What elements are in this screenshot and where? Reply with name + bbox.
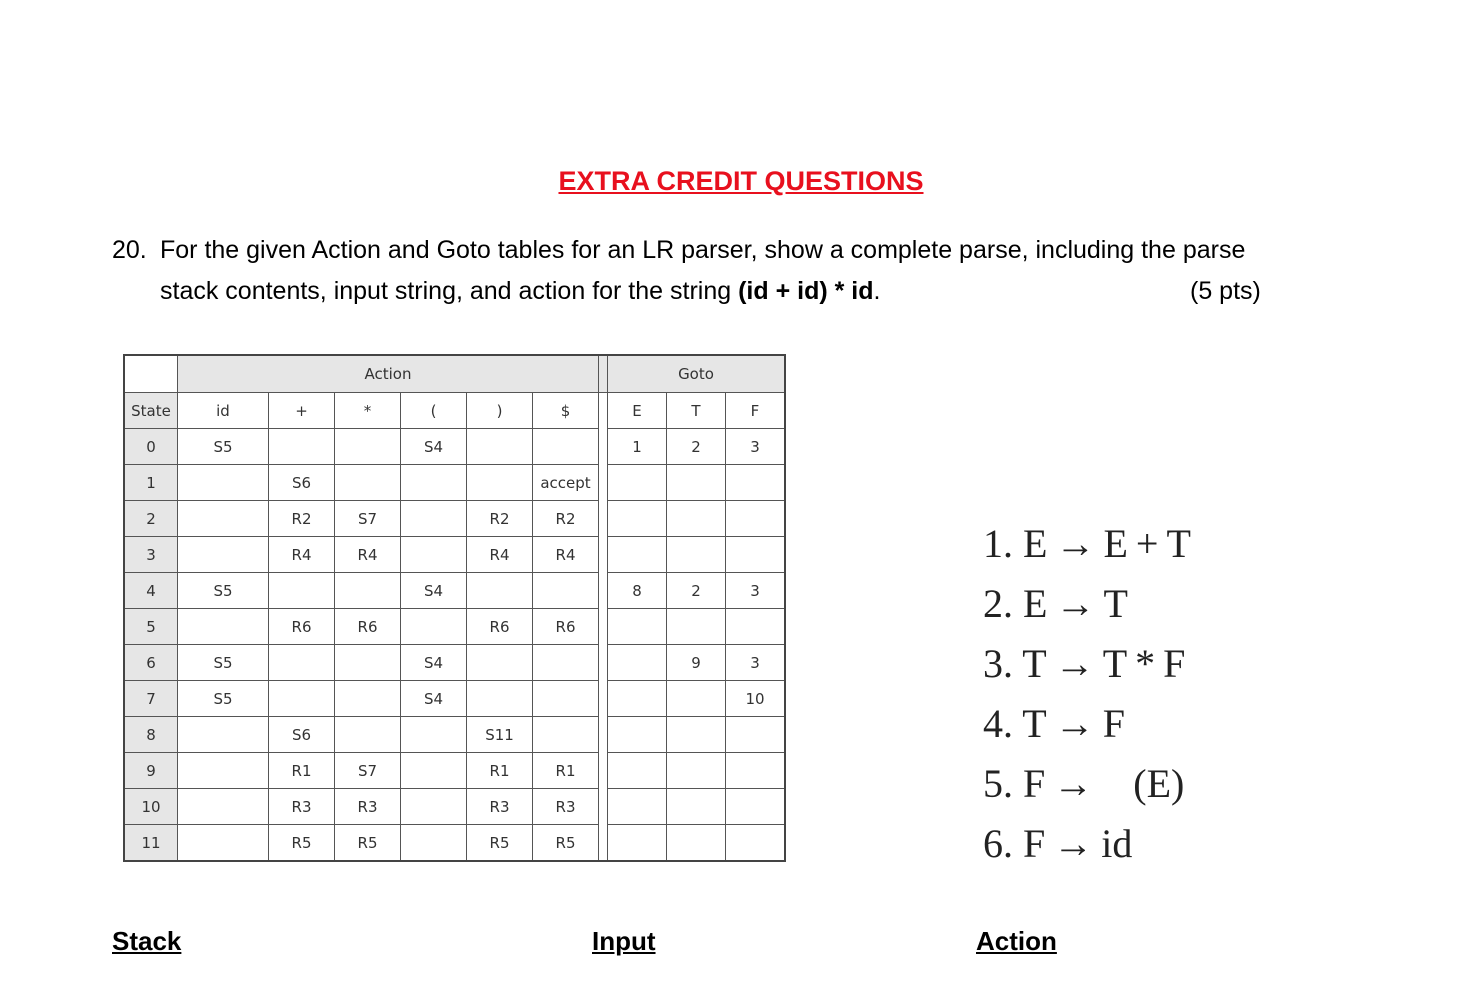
lr-parse-table [123, 354, 786, 862]
goto-cell: 9 [667, 645, 726, 681]
action-cell: R4 [467, 537, 533, 573]
state-cell: 5 [124, 609, 178, 645]
action-col-header: * [335, 393, 401, 429]
question-text-line1: For the given Action and Goto tables for an LR parser, show a complete parse, including the parse [160, 236, 1246, 264]
goto-cell [608, 465, 667, 501]
action-cell [467, 465, 533, 501]
goto-cell: 3 [726, 573, 786, 609]
state-cell: 1 [124, 465, 178, 501]
state-cell: 2 [124, 501, 178, 537]
table-row [124, 573, 785, 609]
goto-cell [608, 717, 667, 753]
action-cell: R2 [269, 501, 335, 537]
action-cell [533, 681, 599, 717]
action-cell [533, 429, 599, 465]
action-cell: S4 [401, 573, 467, 609]
question-text-line2 [160, 277, 880, 306]
state-cell: 4 [124, 573, 178, 609]
action-cell: R6 [467, 609, 533, 645]
action-cell [533, 573, 599, 609]
goto-cell [667, 681, 726, 717]
grammar-rule: 3. T → T * F [983, 641, 1186, 686]
table-row [124, 429, 785, 465]
state-cell: 10 [124, 789, 178, 825]
action-cell: R4 [335, 537, 401, 573]
goto-cell [667, 501, 726, 537]
action-cell [178, 789, 269, 825]
goto-cell [608, 501, 667, 537]
table-row [124, 681, 785, 717]
goto-cell: 2 [667, 573, 726, 609]
action-cell [178, 501, 269, 537]
action-cell [533, 645, 599, 681]
question-text-prefix: stack contents, input string, and action for the string [160, 277, 739, 305]
goto-cell: 1 [608, 429, 667, 465]
action-cell [467, 573, 533, 609]
table-row [124, 717, 785, 753]
state-header: State [124, 393, 178, 429]
table-row [124, 753, 785, 789]
stack-column-label: Stack [112, 926, 182, 956]
goto-cell [726, 465, 786, 501]
action-cell: S5 [178, 645, 269, 681]
action-cell: R3 [467, 789, 533, 825]
action-cell [269, 429, 335, 465]
grammar-rules [983, 518, 1191, 878]
action-cell: R5 [269, 825, 335, 862]
action-cell [401, 609, 467, 645]
input-column-label: Input [592, 926, 656, 956]
action-cell [401, 789, 467, 825]
action-cell [401, 825, 467, 862]
goto-cell [726, 609, 786, 645]
table-corner-blank [124, 355, 178, 393]
goto-cell [667, 609, 726, 645]
goto-col-header: E [608, 393, 667, 429]
action-cell: R5 [533, 825, 599, 862]
action-col-header: + [269, 393, 335, 429]
action-cell: R1 [269, 753, 335, 789]
goto-cell [667, 465, 726, 501]
table-row [124, 537, 785, 573]
action-cell [335, 645, 401, 681]
action-cell: S5 [178, 429, 269, 465]
action-cell: S4 [401, 429, 467, 465]
action-cell [335, 429, 401, 465]
table-row [124, 789, 785, 825]
grammar-rule: 5. F → (E) [983, 761, 1185, 806]
page-heading: EXTRA CREDIT QUESTIONS [558, 166, 924, 196]
goto-cell [608, 825, 667, 862]
action-cell [178, 465, 269, 501]
action-cell: S4 [401, 681, 467, 717]
action-cell: R1 [533, 753, 599, 789]
goto-cell [667, 537, 726, 573]
table-row [124, 465, 785, 501]
goto-cell [608, 645, 667, 681]
action-cell [401, 465, 467, 501]
action-cell [178, 717, 269, 753]
table-row [124, 501, 785, 537]
action-group-header: Action [178, 355, 599, 393]
state-cell: 3 [124, 537, 178, 573]
goto-col-header: F [726, 393, 786, 429]
state-cell: 6 [124, 645, 178, 681]
action-cell: S6 [269, 465, 335, 501]
action-cell: S6 [269, 717, 335, 753]
goto-cell: 2 [667, 429, 726, 465]
goto-cell [667, 753, 726, 789]
action-cell [269, 573, 335, 609]
goto-cell [667, 717, 726, 753]
action-cell [401, 717, 467, 753]
action-cell: S7 [335, 753, 401, 789]
goto-cell [726, 537, 786, 573]
action-cell [401, 501, 467, 537]
goto-col-header: T [667, 393, 726, 429]
action-cell: S7 [335, 501, 401, 537]
question-number: 20. [112, 236, 147, 264]
goto-group-header: Goto [608, 355, 786, 393]
action-cell [335, 717, 401, 753]
action-cell: S11 [467, 717, 533, 753]
action-cell: accept [533, 465, 599, 501]
state-cell: 11 [124, 825, 178, 862]
action-col-header: id [178, 393, 269, 429]
action-cell [269, 645, 335, 681]
action-cell [401, 753, 467, 789]
goto-cell [726, 717, 786, 753]
state-cell: 9 [124, 753, 178, 789]
action-cell: R3 [533, 789, 599, 825]
goto-cell [608, 681, 667, 717]
action-cell [335, 573, 401, 609]
action-col-header: $ [533, 393, 599, 429]
goto-cell: 10 [726, 681, 786, 717]
action-cell: S4 [401, 645, 467, 681]
action-cell: R4 [269, 537, 335, 573]
state-cell: 0 [124, 429, 178, 465]
action-cell: R3 [335, 789, 401, 825]
action-cell [178, 609, 269, 645]
table-row [124, 825, 785, 862]
table-row [124, 645, 785, 681]
action-cell: R6 [335, 609, 401, 645]
action-cell: R3 [269, 789, 335, 825]
question-text-suffix: . [873, 277, 881, 305]
action-column-label: Action [976, 926, 1057, 956]
action-col-header: ) [467, 393, 533, 429]
target-string: (id + id) * id [738, 277, 874, 305]
action-cell [178, 753, 269, 789]
goto-cell [608, 537, 667, 573]
question-points: (5 pts) [1190, 277, 1261, 305]
goto-cell [667, 825, 726, 862]
action-cell [467, 645, 533, 681]
goto-cell: 3 [726, 645, 786, 681]
action-cell: S5 [178, 573, 269, 609]
goto-cell [726, 753, 786, 789]
state-cell: 7 [124, 681, 178, 717]
action-cell: R1 [467, 753, 533, 789]
goto-cell [608, 753, 667, 789]
action-cell: R5 [335, 825, 401, 862]
action-col-header: ( [401, 393, 467, 429]
goto-cell [667, 789, 726, 825]
goto-cell [726, 825, 786, 862]
grammar-rule: 4. T → F [983, 701, 1125, 746]
action-cell: R6 [533, 609, 599, 645]
action-cell: R6 [269, 609, 335, 645]
action-cell [467, 429, 533, 465]
goto-cell [726, 789, 786, 825]
action-cell: R2 [467, 501, 533, 537]
action-cell [269, 681, 335, 717]
action-cell [335, 465, 401, 501]
grammar-rule: 6. F → id [983, 821, 1133, 866]
goto-cell: 3 [726, 429, 786, 465]
goto-cell [608, 609, 667, 645]
action-cell [467, 681, 533, 717]
action-cell [401, 537, 467, 573]
grammar-rule: 2. E → T [983, 581, 1128, 626]
goto-cell [608, 789, 667, 825]
action-cell [178, 825, 269, 862]
goto-cell: 8 [608, 573, 667, 609]
action-cell: R2 [533, 501, 599, 537]
goto-cell [726, 501, 786, 537]
action-cell [178, 537, 269, 573]
action-cell [533, 717, 599, 753]
grammar-rule: 1. E → E + T [983, 521, 1191, 566]
action-cell: S5 [178, 681, 269, 717]
action-cell [335, 681, 401, 717]
state-cell: 8 [124, 717, 178, 753]
action-cell: R4 [533, 537, 599, 573]
table-row [124, 609, 785, 645]
action-cell: R5 [467, 825, 533, 862]
